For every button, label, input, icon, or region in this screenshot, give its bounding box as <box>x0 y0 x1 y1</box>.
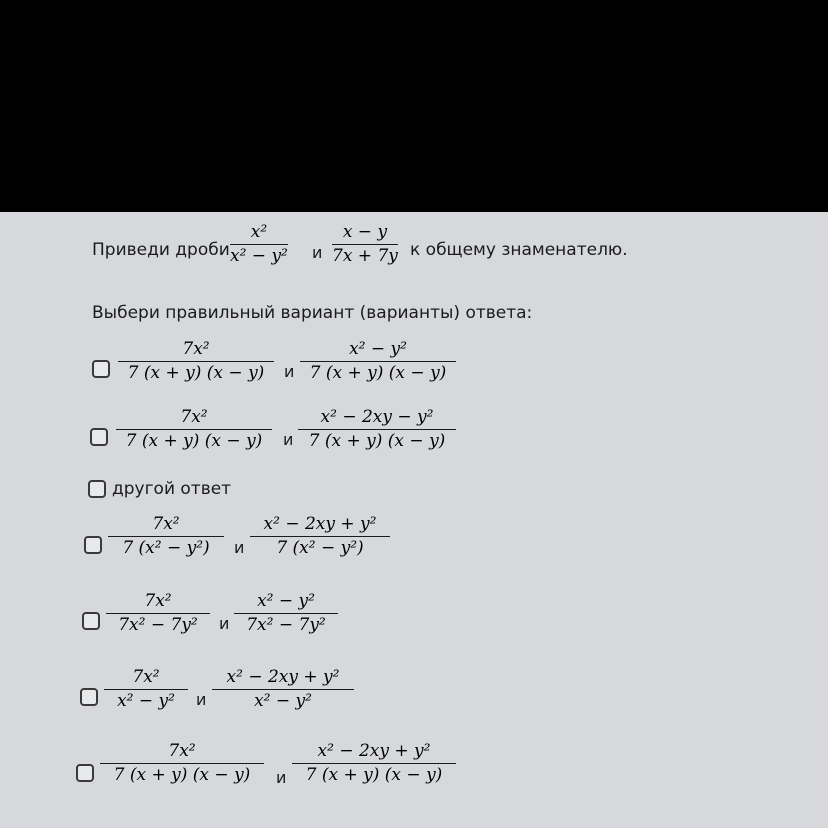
fraction-bar <box>298 429 456 430</box>
option-checkbox[interactable] <box>82 612 100 630</box>
fraction-numerator: x² − y² <box>257 591 315 611</box>
option-fraction-a <box>108 515 224 558</box>
fraction-denominator: 7x² − 7y² <box>246 615 326 636</box>
fraction-numerator: 7x² <box>182 339 210 359</box>
option-fraction-b <box>298 408 456 451</box>
option-conjunction: и <box>276 768 287 787</box>
fraction-denominator: 7 (x + y) (x − y) <box>308 431 446 452</box>
fraction-denominator: 7 (x + y) (x − y) <box>127 363 265 384</box>
fraction-bar <box>118 361 274 362</box>
fraction-bar <box>332 244 398 245</box>
option-fraction-a <box>106 592 210 635</box>
fraction-numerator: 7x² <box>168 741 196 761</box>
fraction-denominator: x² − y² <box>230 246 288 267</box>
fraction-numerator: x² − 2xy − y² <box>320 407 434 427</box>
fraction-numerator: x² − 2xy + y² <box>263 514 377 534</box>
fraction-denominator: 7 (x + y) (x − y) <box>309 363 447 384</box>
option-conjunction: и <box>284 362 295 381</box>
option-conjunction: и <box>234 538 245 557</box>
fraction-bar <box>104 689 188 690</box>
fraction-bar <box>230 244 288 245</box>
fraction-denominator: 7 (x² − y²) <box>276 538 364 559</box>
fraction-denominator: 7 (x² − y²) <box>122 538 210 559</box>
option-checkbox[interactable] <box>80 688 98 706</box>
option-checkbox[interactable] <box>88 480 106 498</box>
fraction-denominator: x² − y² <box>117 691 175 712</box>
option-fraction-b <box>300 340 456 383</box>
option-fraction-b <box>250 515 390 558</box>
option-fraction-b <box>292 742 456 785</box>
fraction-numerator: x² <box>250 222 268 242</box>
fraction-denominator: 7 (x + y) (x − y) <box>113 765 251 786</box>
fraction-bar <box>116 429 272 430</box>
option-fraction-b <box>234 592 338 635</box>
fraction-denominator: 7 (x + y) (x − y) <box>305 765 443 786</box>
option-fraction-a <box>118 340 274 383</box>
option-label: другой ответ <box>112 479 232 499</box>
fraction-bar <box>292 763 456 764</box>
fraction-numerator: x² − 2xy + y² <box>317 741 431 761</box>
fraction-bar <box>108 536 224 537</box>
option-fraction-a <box>100 742 264 785</box>
fraction-bar <box>100 763 264 764</box>
fraction-denominator: x² − y² <box>254 691 312 712</box>
fraction-numerator: 7x² <box>180 407 208 427</box>
option-checkbox[interactable] <box>92 360 110 378</box>
question-suffix: к общему знаменателю. <box>410 240 628 260</box>
option-fraction-a <box>104 668 188 711</box>
fraction-denominator: 7x + 7y <box>332 246 398 267</box>
fraction-denominator: 7x² − 7y² <box>118 615 198 636</box>
question-prefix: Приведи дроби <box>92 240 230 260</box>
fraction-numerator: 7x² <box>132 667 160 687</box>
option-checkbox[interactable] <box>90 428 108 446</box>
fraction-numerator: 7x² <box>144 591 172 611</box>
fraction-denominator: 7 (x + y) (x − y) <box>125 431 263 452</box>
option-conjunction: и <box>196 690 207 709</box>
fraction-numerator: x² − 2xy + y² <box>226 667 340 687</box>
fraction-numerator: x² − y² <box>349 339 407 359</box>
option-conjunction: и <box>283 430 294 449</box>
instruction-text: Выбери правильный вариант (варианты) ответа: <box>92 303 533 323</box>
fraction-bar <box>212 689 354 690</box>
fraction-bar <box>300 361 456 362</box>
fraction-numerator: 7x² <box>152 514 180 534</box>
question-conjunction: и <box>312 243 323 262</box>
option-conjunction: и <box>219 614 230 633</box>
option-fraction-b <box>212 668 354 711</box>
fraction-numerator: x − y <box>342 222 388 242</box>
fraction-bar <box>250 536 390 537</box>
question-fraction-2 <box>332 223 398 266</box>
option-checkbox[interactable] <box>84 536 102 554</box>
fraction-bar <box>234 613 338 614</box>
fraction-bar <box>106 613 210 614</box>
option-checkbox[interactable] <box>76 764 94 782</box>
option-fraction-a <box>116 408 272 451</box>
question-fraction-1 <box>230 223 288 266</box>
